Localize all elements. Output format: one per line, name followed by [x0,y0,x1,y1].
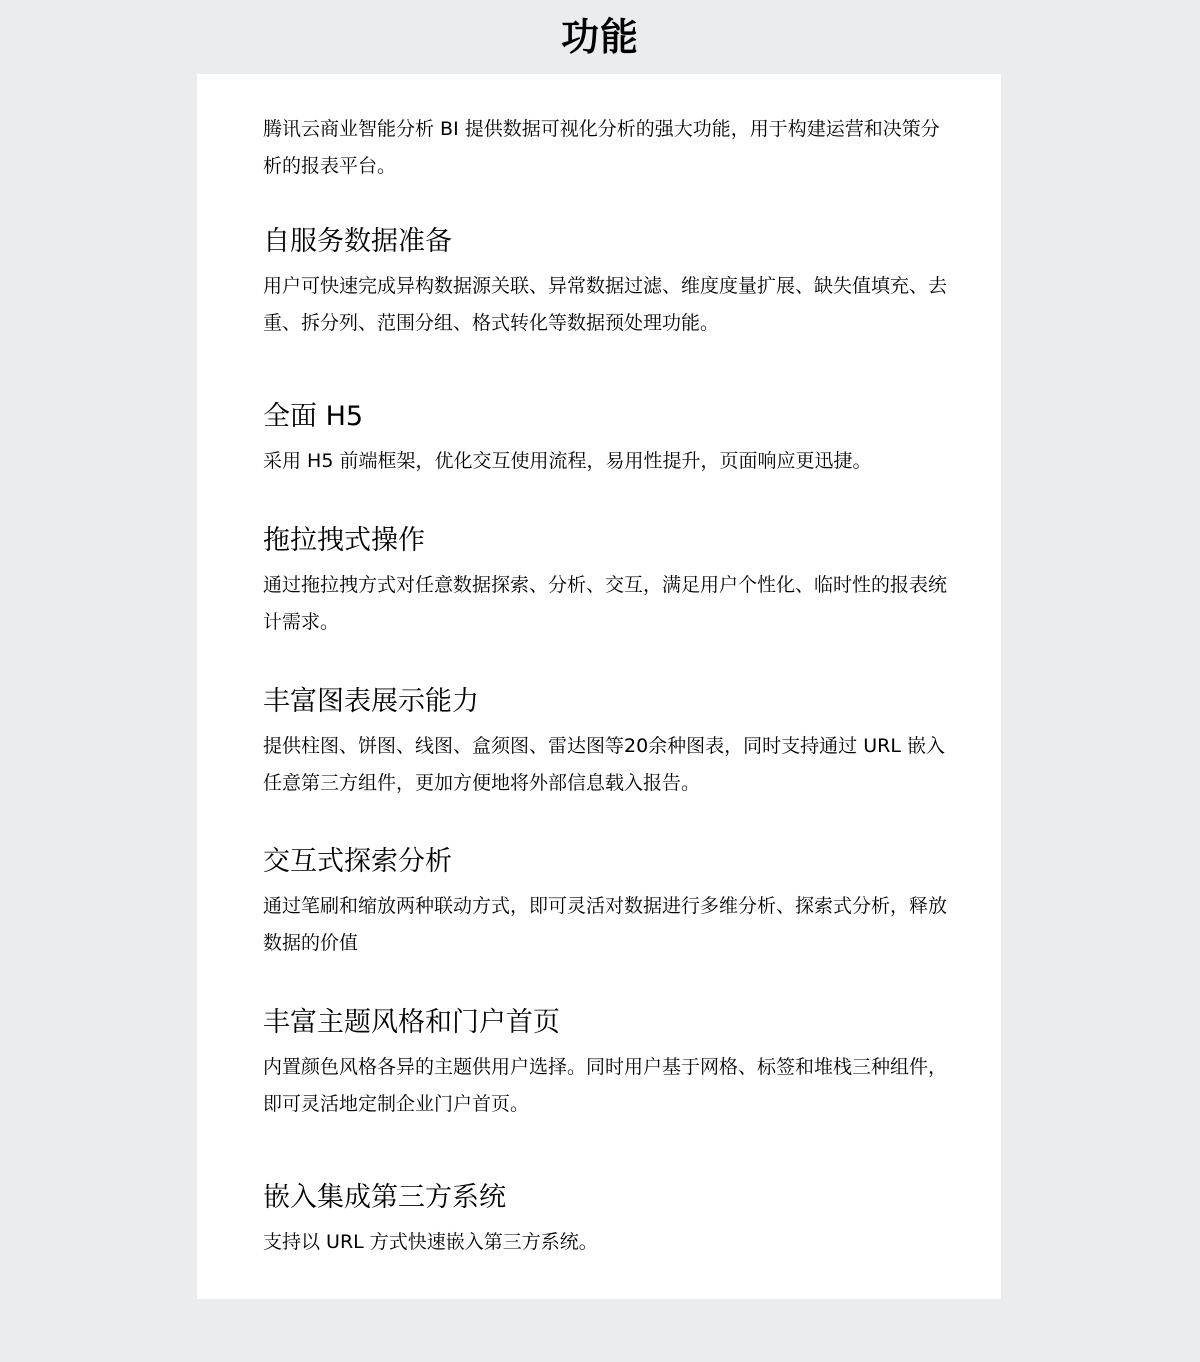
feature-title: 自服务数据准备 [263,226,452,257]
feature-themes-and-portal [263,1003,947,1123]
feature-description: 支持以 URL 方式快速嵌入第三方系统。 [263,1231,598,1253]
feature-description: 通过拖拉拽方式对任意数据探索、分析、交互，满足用户个性化、临时性的报表统计需求。 [263,574,948,633]
feature-description: 用户可快速完成异构数据源关联、异常数据过滤、维度度量扩展、缺失值填充、去重、拆分列、范围分组、格式转化等数据预处理功能。 [263,275,948,334]
feature-description: 内置颜色风格各异的主题供用户选择。同时用户基于网格、标签和堆栈三种组件，即可灵活地定制企业门户首页。 [263,1056,948,1115]
feature-description: 提供柱图、饼图、线图、盒须图、雷达图等20余种图表，同时支持通过 URL 嵌入任意第三方组件，更加方便地将外部信息载入报告。 [263,735,945,794]
feature-title: 丰富主题风格和门户首页 [263,1007,560,1038]
feature-title: 拖拉拽式操作 [263,525,425,556]
feature-interactive-exploration [263,842,947,962]
feature-title: 交互式探索分析 [263,846,452,877]
feature-self-service-data-prep [263,222,947,342]
page-title: 功能 [560,15,639,59]
intro-paragraph: 腾讯云商业智能分析 BI 提供数据可视化分析的强大功能，用于构建运营和决策分析的报表平台。 [263,118,940,177]
feature-title: 全面 H5 [263,401,364,432]
feature-title: 丰富图表展示能力 [263,686,479,717]
feature-description: 通过笔刷和缩放两种联动方式，即可灵活对数据进行多维分析、探索式分析，释放数据的价值 [263,895,948,954]
content-card [197,74,1001,1299]
feature-description: 采用 H5 前端框架，优化交互使用流程，易用性提升，页面响应更迅捷。 [263,450,872,472]
feature-full-h5 [263,397,947,480]
feature-title: 嵌入集成第三方系统 [263,1182,506,1213]
feature-rich-charts [263,682,947,802]
feature-drag-and-drop [263,521,947,641]
feature-third-party-embedding [263,1178,947,1261]
